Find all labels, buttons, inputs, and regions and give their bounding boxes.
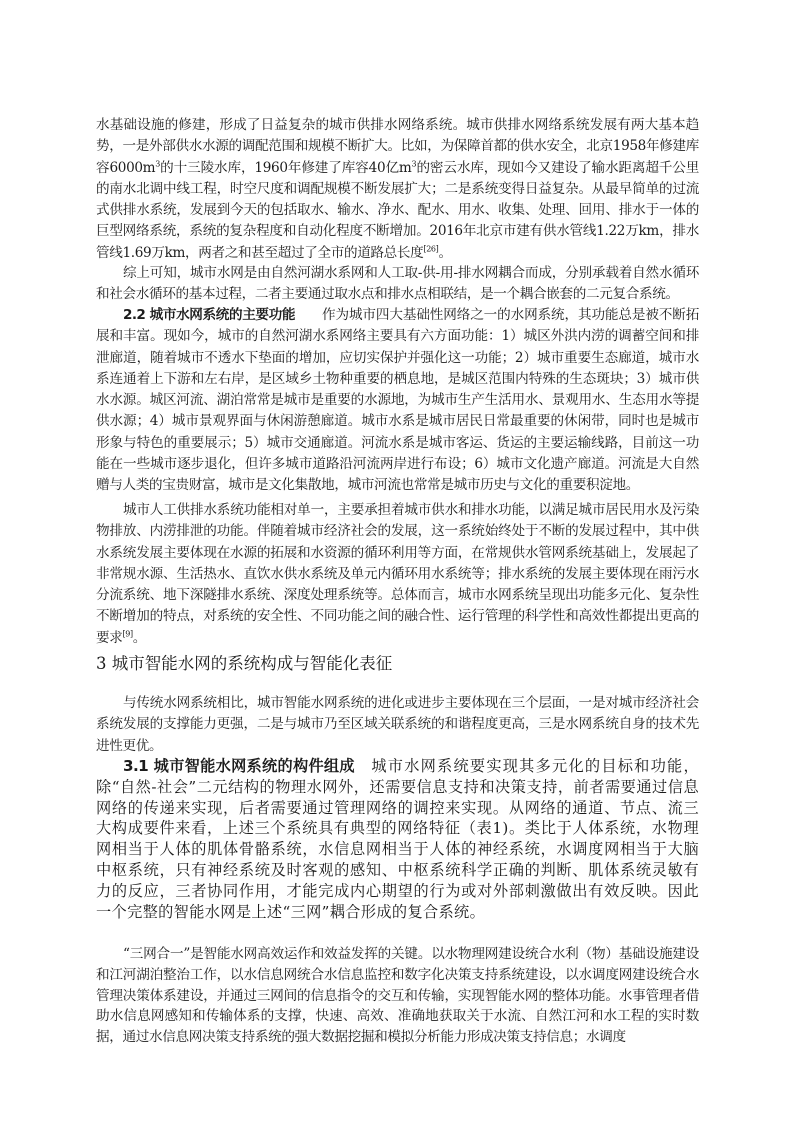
text-run: 城市人工供排水系统功能相对单一，主要承担着城市供水和排水功能，以满足城市居民用水及污染物排放、内涝排泄的功能。伴随着城市经济社会的发展，这一系统始终处于不断的发展过程中，其中供水系统发展主要体现在水源的拓展和水资源的循环利用等方面，在常规供水管网系统基础上，发展起了非常规水源、生活热水、直饮水供水系统及单元内循环用水系统等；排水系统的发展主要体现在雨污水分流系统、地下深隧排水系统、深度处理系统等。总体而言，城市水网系统呈现出功能多元化、复杂性不断增加的特点，对系统的安全性、不同功能之间的融合性、运行管理的科学性和高效性都提出更高的要求 — [96, 502, 699, 646]
paragraph-smart-network-comparison — [96, 693, 699, 757]
text-run: 作为城市四大基础性网络之一的水网系统，其功能总是被不断拓展和丰富。现如今，城市的自然河湖水系网络主要具有六方面功能：1）城区外洪内涝的调蓄空间和排泄廊道，随着城市不透水下垫面的增加，应切实保护并强化这一功能；2）城市重要生态廊道，城市水系连通着上下游和左右岸，是区域乡土物种重要的栖息地，是城区范围内特殊的生态斑块；3）城市供水水源。城区河流、湖泊常常是城市是重要的水源地，为城市生产生活用水、景观用水、生态用水等提供水源；4）城市景观界面与休闲游憩廊道。城市水系是城市居民日常最重要的休闲带，同时也是城市形象与特色的重要展示；5）城市交通廊道。河流水系是城市客运、货运的主要运输线路，目前这一功能在一些城市逐步退化，但许多城市道路沿河流两岸进行布设；6）城市文化遗产廊道。河流是大自然赠与人类的宝贵财富，城市是文化集散地，城市河流也常常是城市历史与文化的重要积淀地。 — [96, 307, 699, 494]
text-run: “三网合一”是智能水网高效运作和效益发挥的关键。以水物理网建设统合水利（物）基础设施建设和江河湖泊整治工作，以水信息网统合水信息监控和数字化决策支持系统建设，以水调度网建设统合水管理决策体系建设，并通过三网间的信息指令的交互和传输，实现智能水网的整体功能。水事管理者借助水信息网感知和传输体系的支撑，快速、高效、准确地获取关于水流、自然江河和水工程的实时数据，通过水信息网决策支持系统的强大数据挖掘和模拟分析能力形成决策支持信息；水调度 — [96, 946, 699, 1046]
text-run: 的十三陵水库，1960年修建了库容40亿m — [159, 159, 412, 176]
paragraph-supply-drainage-trends — [96, 115, 699, 264]
paragraph-artificial-supply-drainage — [96, 500, 699, 649]
subsection-heading: 3.1 城市智能水网系统的构件组成 — [123, 757, 355, 775]
text-run: 与传统水网系统相比，城市智能水网系统的进化或进步主要体现在三个层面，一是对城市经济社会系统发展的支撑能力更强，二是与城市乃至区域关联系统的和谐程度更高，三是水网系统自身的技术先进性更优。 — [96, 695, 699, 754]
superscript: [9] — [122, 629, 133, 639]
paragraph-network-components — [96, 756, 699, 922]
text-run: 。 — [132, 629, 147, 646]
paragraph-three-networks — [96, 944, 699, 1048]
subsection-heading: 2.2 城市水网系统的主要功能 — [123, 307, 296, 323]
text-run: 城市水网系统要实现其多元化的目标和功能，除“自然-社会”二元结构的物理水网外，还需要信息支持和决策支持，前者需要通过信息网络的传递来实现，后者需要通过管理网络的调控来实现。从网络的通道、节点、流三大构成要件来看，上述三个系统具有典型的网络特征（表1)。类比于人体系统，水物理网相当于人体的肌体骨骼系统，水信息网相当于人体的神经系统，水调度网相当于大脑中枢系统，只有神经系统及时客观的感知、中枢系统科学正确的判断、肌体系统灵敏有力的反应，三者协同作用，才能完成内心期望的行为或对外部刺激做出有效反映。因此一个完整的智能水网是上述“三网”耦合形成的复合系统。 — [96, 757, 699, 921]
paragraph-water-network-functions — [96, 305, 699, 497]
text-run: 的密云水库，现如今又建设了输水距离超千公里的南水北调中线工程，时空尺度和调配规模不断发展扩大；二是系统变得日益复杂。从最早简单的过流式供排水系统，发展到今天的包括取水、输水、净水、配水、用水、收集、处理、回用、排水于一体的巨型网络系统，系统的复杂程度和自动化程度不断增加。2016年北京市建有供水管线1.22万km，排水管线1.69万km，两者之和甚至超过了全市的道路总长度 — [96, 159, 699, 261]
text-run: 综上可知，城市水网是由自然河湖水系网和人工取-供-用-排水网耦合而成，分别承载着自然水循环和社会水循环的基本过程，二者主要通过取水点和排水点相联结，是一个耦合嵌套的二元复合系统。 — [96, 265, 699, 303]
text-run: 。 — [438, 244, 452, 261]
section-heading: 3 城市智能水网的系统构成与智能化表征 — [96, 654, 393, 673]
superscript: 3 — [155, 159, 160, 169]
text-run: 水基础设施的修建，形成了日益复杂的城市供排水网络系统。城市供排水网络系统发展有两大基本趋势，一是外部供水水源的调配范围和规模不断扩大。比如，为保障首都的供水安全，北京1958年修建库容6000m — [96, 117, 699, 176]
paragraph-summary-dual-system — [96, 263, 699, 306]
superscript: 3 — [411, 159, 417, 169]
superscript: [26] — [423, 244, 439, 254]
